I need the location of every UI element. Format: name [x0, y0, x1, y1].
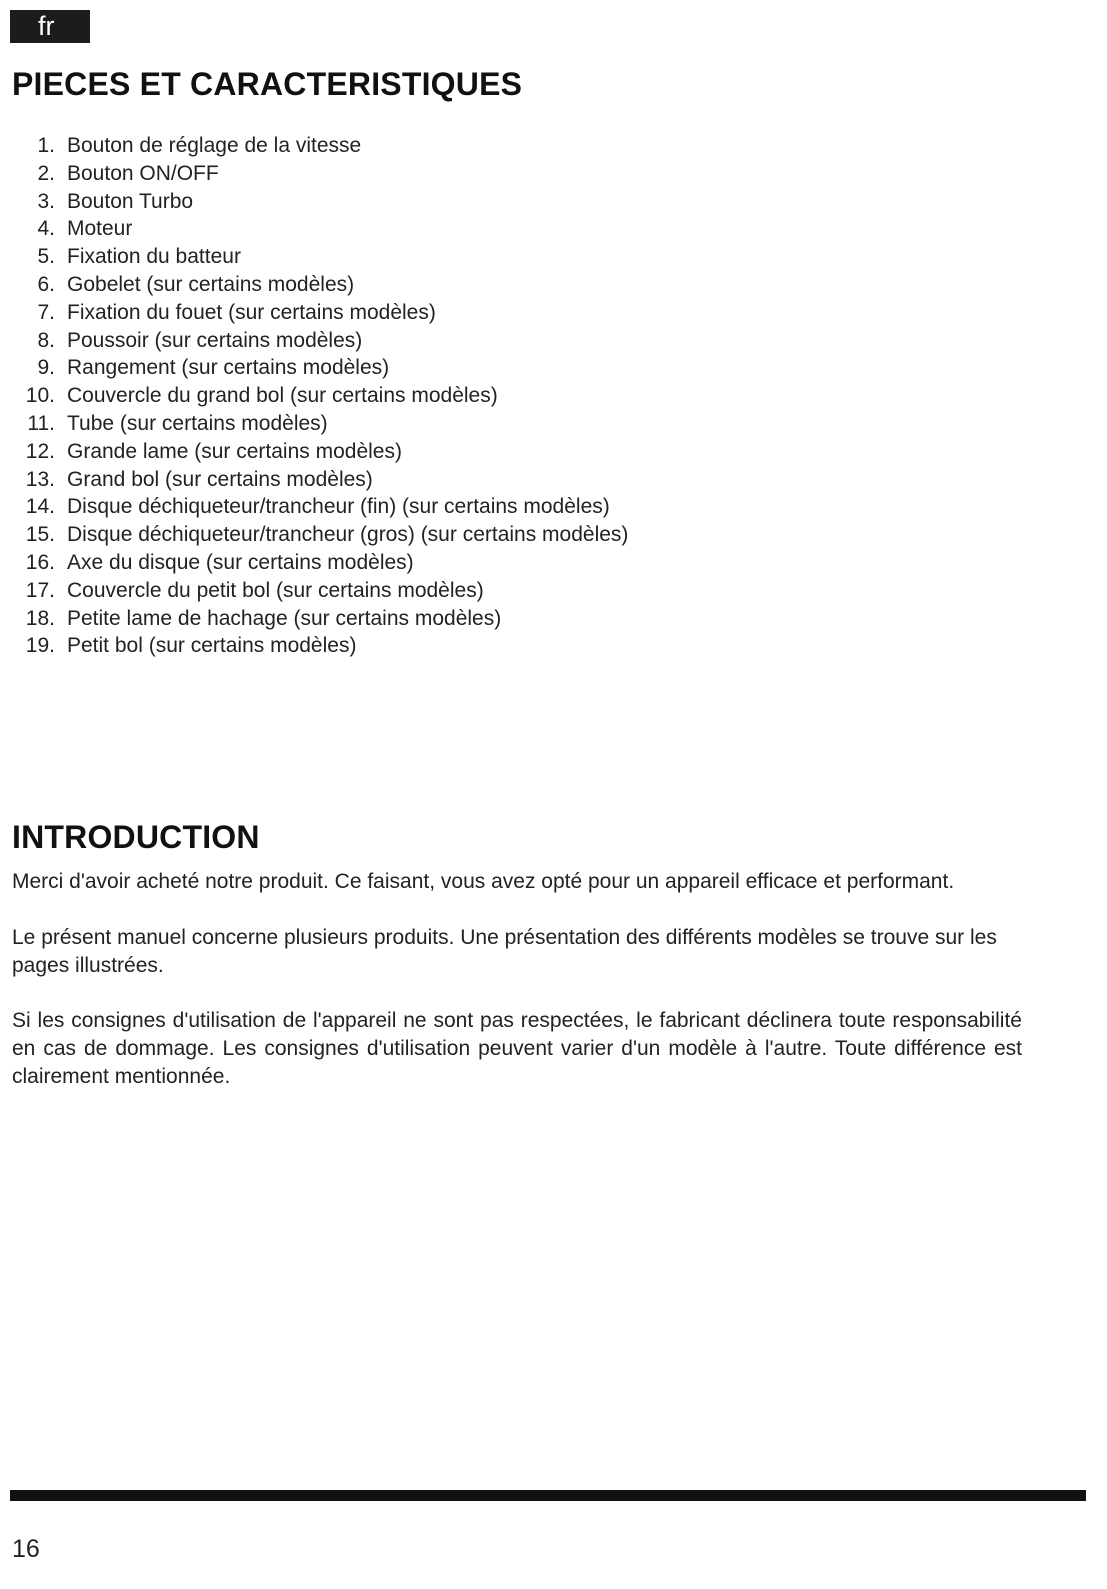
list-item-number: 3. [37, 189, 55, 213]
list-item-number: 18. [25, 606, 55, 630]
list-item [12, 438, 628, 466]
list-item-text: Gobelet (sur certains modèles) [67, 272, 355, 296]
list-item [12, 243, 628, 271]
list-item-text: Rangement (sur certains modèles) [67, 356, 390, 380]
list-item [12, 382, 628, 410]
language-tab: fr [10, 10, 90, 43]
list-item [12, 577, 628, 605]
list-item-text: Bouton ON/OFF [67, 161, 219, 185]
list-item-number: 11. [27, 411, 55, 435]
list-item-number: 19. [25, 634, 55, 658]
list-item [12, 299, 628, 327]
list-item-number: 4. [37, 217, 55, 241]
list-item-number: 12. [25, 439, 55, 463]
list-item [12, 160, 628, 188]
list-item [12, 466, 628, 494]
parts-section-title: PIECES ET CARACTERISTIQUES [12, 66, 523, 102]
list-item-number: 17. [25, 578, 55, 602]
parts-list [12, 132, 628, 660]
list-item-number: 2. [37, 161, 55, 185]
list-item [12, 410, 628, 438]
list-item [12, 493, 628, 521]
list-item-text: Tube (sur certains modèles) [67, 411, 328, 435]
list-item-text: Poussoir (sur certains modèles) [67, 328, 363, 352]
list-item-text: Couvercle du petit bol (sur certains modèles) [67, 578, 484, 602]
list-item-text: Moteur [67, 217, 133, 241]
list-item-number: 14. [25, 495, 55, 519]
list-item-number: 5. [37, 245, 55, 269]
footer-divider [10, 1490, 1086, 1501]
list-item [12, 132, 628, 160]
list-item-text: Bouton Turbo [67, 189, 194, 213]
list-item-text: Bouton de réglage de la vitesse [67, 134, 362, 157]
list-item-text: Fixation du batteur [67, 245, 241, 269]
page-number: 16 [12, 1535, 40, 1563]
list-item [12, 327, 628, 355]
list-item [12, 215, 628, 243]
list-item-number: 7. [37, 300, 55, 324]
list-item-text: Grand bol (sur certains modèles) [67, 467, 373, 491]
list-item-text: Axe du disque (sur certains modèles) [67, 550, 414, 574]
list-item-text: Disque déchiqueteur/trancheur (fin) (sur certains modèles) [67, 495, 610, 519]
introduction-title: INTRODUCTION [12, 819, 260, 855]
list-item [12, 188, 628, 216]
list-item-text: Petite lame de hachage (sur certains modèles) [67, 606, 502, 630]
intro-paragraph-models: Le présent manuel concerne plusieurs produits. Une présentation des différents modèles se trouve sur les pages illustrées. [12, 926, 997, 977]
list-item-number: 8. [37, 328, 55, 352]
list-item-text: Couvercle du grand bol (sur certains modèles) [67, 384, 498, 408]
list-item-text: Petit bol (sur certains modèles) [67, 634, 357, 658]
list-item-number: 13. [25, 467, 55, 491]
list-item [12, 521, 628, 549]
list-item-number: 1. [37, 134, 55, 157]
list-item-number: 9. [37, 356, 55, 380]
list-item-number: 15. [25, 523, 55, 547]
list-item-text: Grande lame (sur certains modèles) [67, 439, 402, 463]
list-item [12, 632, 628, 660]
list-item [12, 271, 628, 299]
list-item [12, 549, 628, 577]
list-item-number: 6. [37, 272, 55, 296]
list-item-number: 10. [25, 384, 55, 408]
list-item-text: Fixation du fouet (sur certains modèles) [67, 300, 436, 324]
list-item-text: Disque déchiqueteur/trancheur (gros) (sur certains modèles) [67, 523, 629, 547]
list-item [12, 354, 628, 382]
list-item [12, 605, 628, 633]
intro-paragraph-thanks: Merci d'avoir acheté notre produit. Ce faisant, vous avez opté pour un appareil efficace et performant. [12, 870, 955, 893]
intro-paragraph-liability: Si les consignes d'utilisation de l'appareil ne sont pas respectées, le fabricant déclinera toute responsabilité en cas de dommage. Les consignes d'utilisation peuvent varier d'un modèle à l'autre. Toute différence est clairement mentionnée. [12, 1009, 1022, 1088]
list-item-number: 16. [25, 550, 55, 574]
